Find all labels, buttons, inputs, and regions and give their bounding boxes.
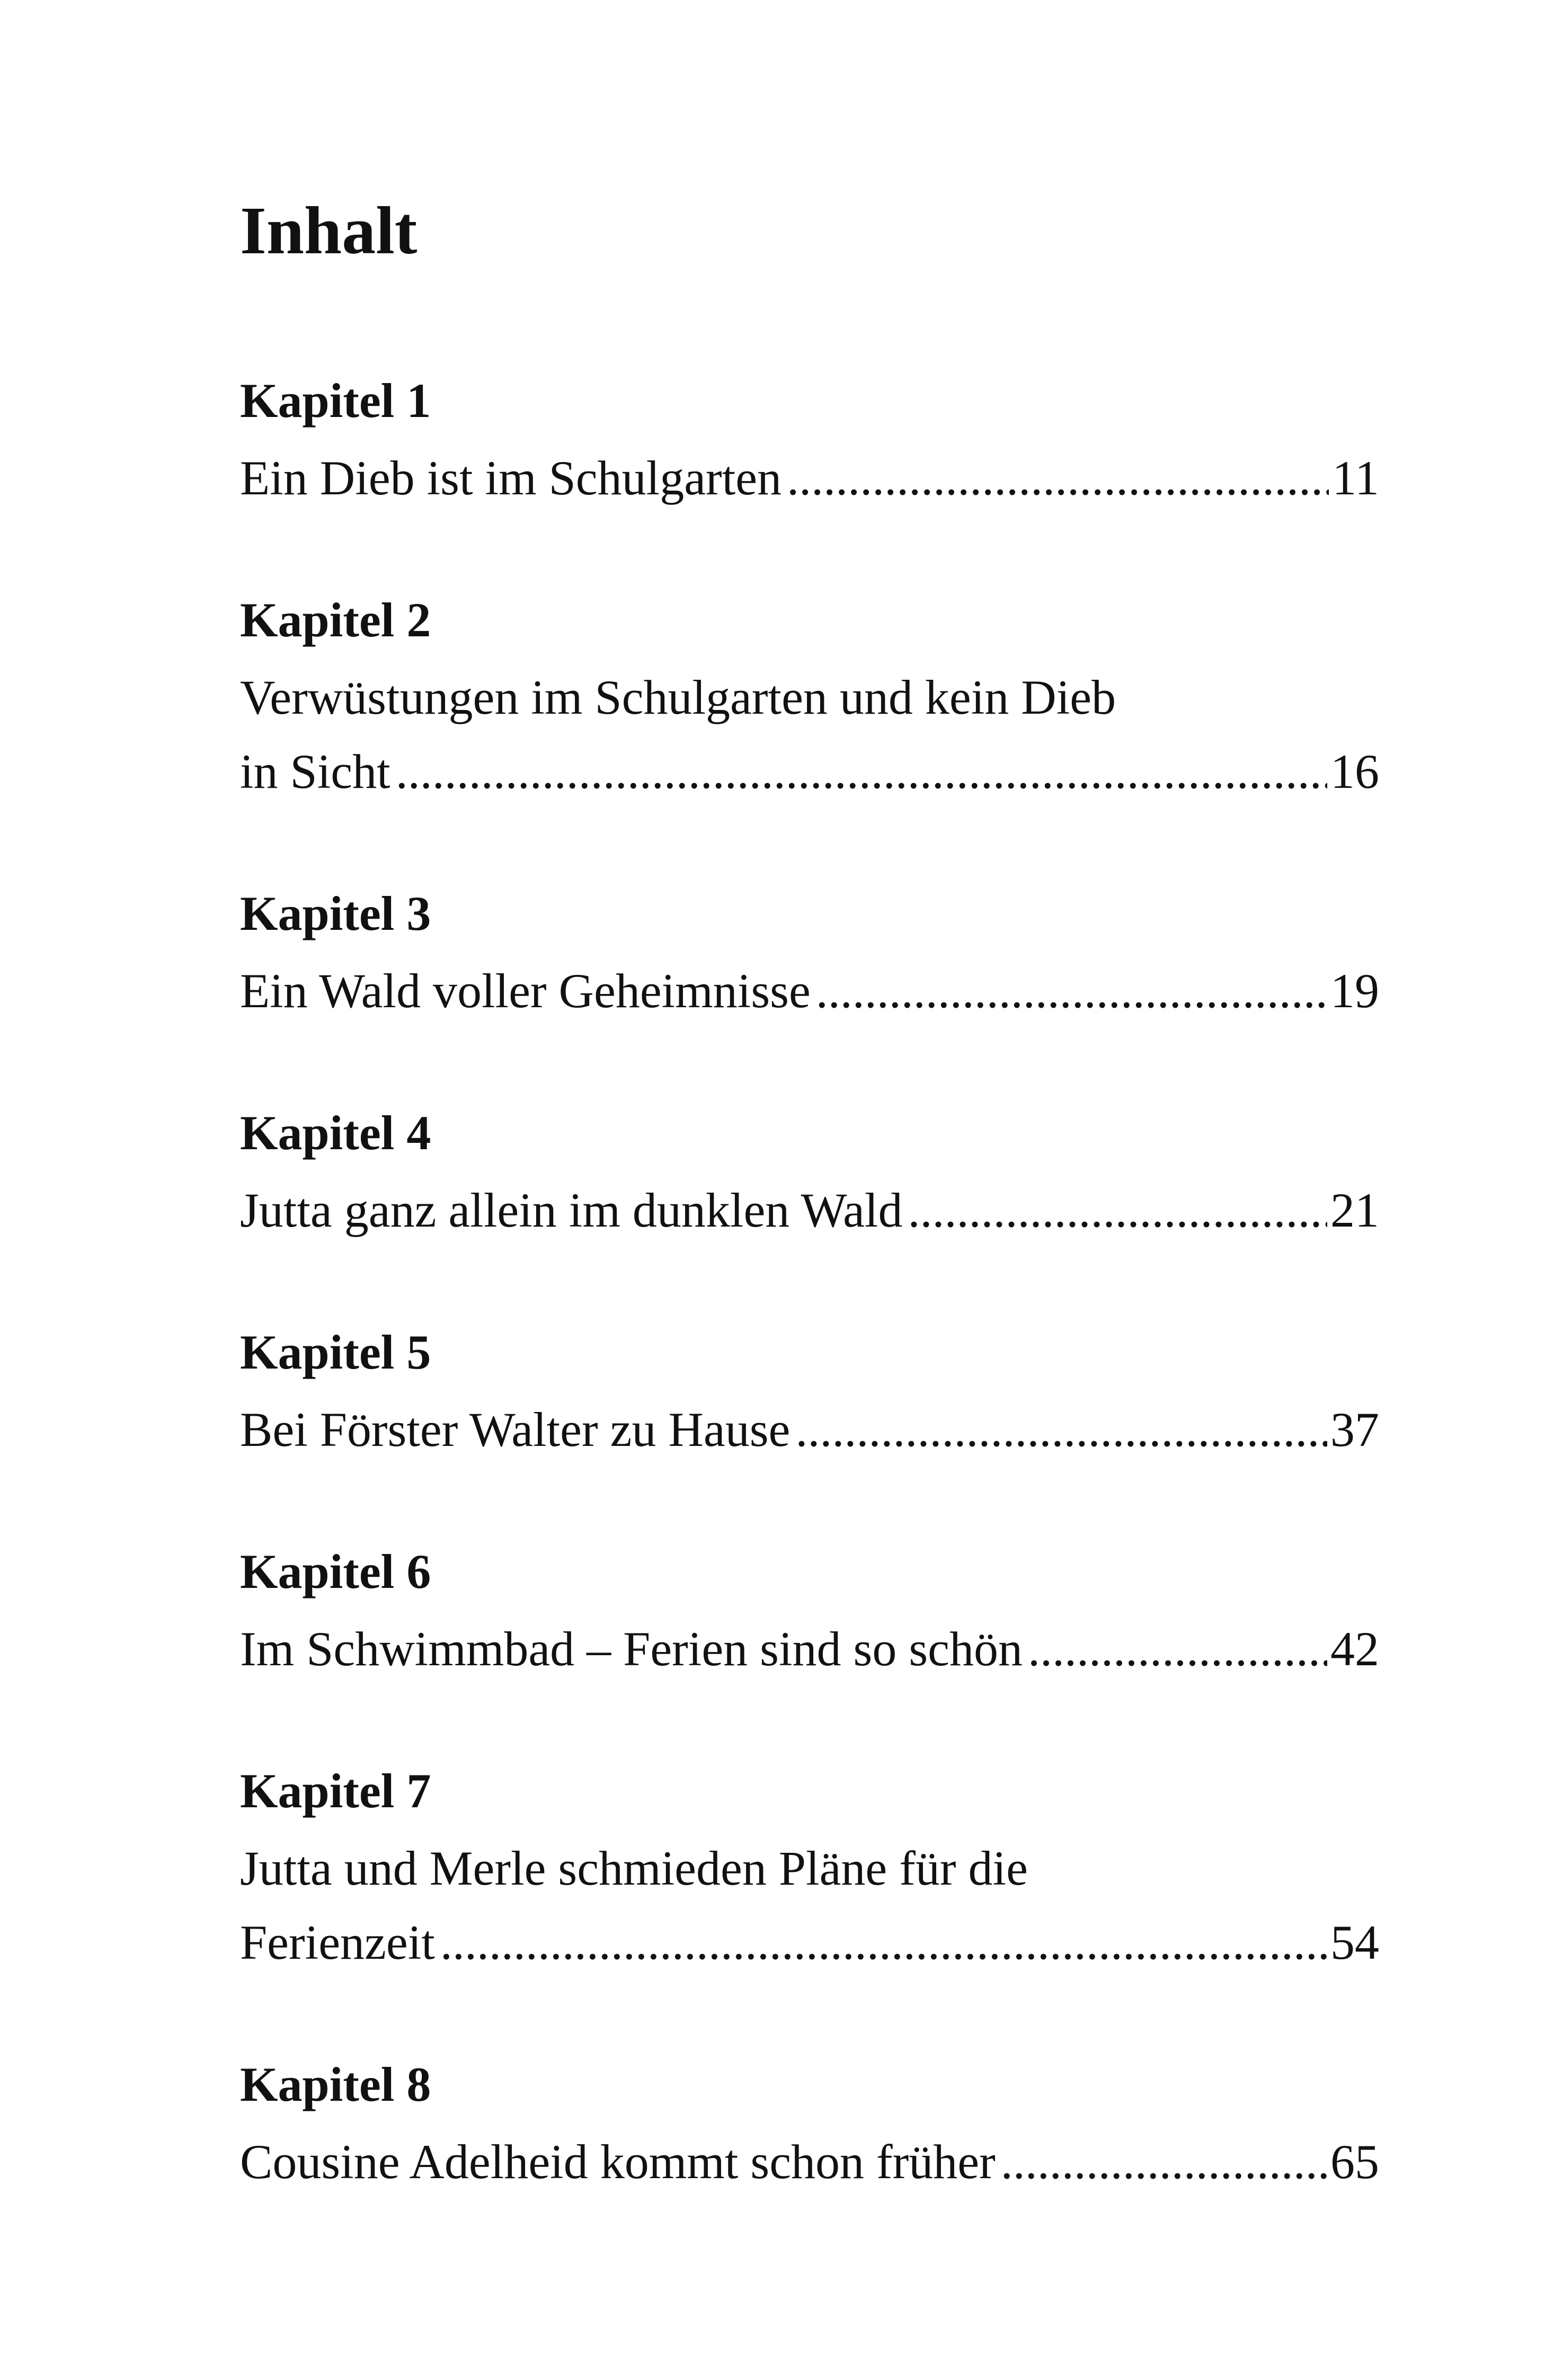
- toc-entry-1: [240, 366, 1379, 515]
- chapter-label: Kapitel 6: [240, 1544, 431, 1598]
- chapter-label: Kapitel 3: [240, 886, 431, 940]
- chapter-title-line: [240, 1905, 1379, 1979]
- dot-leader: [440, 1905, 1327, 1979]
- chapter-label: Kapitel 2: [240, 593, 431, 647]
- toc-entry-2: [240, 585, 1379, 809]
- chapter-title-line: [240, 1173, 1379, 1247]
- page-number: 21: [1330, 1183, 1379, 1237]
- toc-entry-3: [240, 878, 1379, 1028]
- chapter-label: Kapitel 1: [240, 374, 431, 428]
- dot-leader: [396, 734, 1327, 809]
- chapter-title-line-first: [240, 1831, 1379, 1905]
- page-number: 11: [1332, 451, 1379, 505]
- dot-leader: [908, 1173, 1328, 1247]
- chapter-title: Ein Wald voller Geheimnisse: [240, 964, 811, 1018]
- chapter-title-line: [240, 1612, 1379, 1686]
- chapter-title-line: [240, 734, 1379, 809]
- chapter-title: Ein Dieb ist im Schulgarten: [240, 451, 782, 505]
- chapter-title: Im Schwimmbad – Ferien sind so schön: [240, 1622, 1023, 1676]
- page-number: 65: [1330, 2135, 1379, 2189]
- dot-leader: [795, 1392, 1327, 1467]
- chapter-title-line: [240, 954, 1379, 1028]
- chapter-title-line: [240, 1392, 1379, 1467]
- chapter-title: Cousine Adelheid kommt schon früher: [240, 2135, 996, 2189]
- page-number: 16: [1330, 744, 1379, 798]
- chapter-label: Kapitel 5: [240, 1325, 431, 1379]
- dot-leader: [1001, 2125, 1327, 2199]
- chapter-title-line-first: [240, 660, 1379, 734]
- table-of-contents: [240, 191, 1379, 2269]
- toc-entry-4: [240, 1098, 1379, 1247]
- chapter-title-part: Jutta und Merle schmieden Pläne für die: [240, 1841, 1028, 1895]
- chapter-label: Kapitel 4: [240, 1106, 431, 1160]
- page-number: 42: [1330, 1622, 1379, 1676]
- chapter-title: Ferienzeit: [240, 1915, 435, 1969]
- toc-entry-7: [240, 1756, 1379, 1979]
- chapter-label: Kapitel 7: [240, 1764, 431, 1818]
- chapter-title-line: [240, 441, 1379, 515]
- toc-entry-5: [240, 1317, 1379, 1467]
- toc-entry-8: [240, 2049, 1379, 2199]
- page-number: 54: [1330, 1915, 1379, 1969]
- page-number: 37: [1330, 1402, 1379, 1457]
- dot-leader: [816, 954, 1327, 1028]
- toc-entry-6: [240, 1537, 1379, 1686]
- chapter-title: Jutta ganz allein im dunklen Wald: [240, 1183, 903, 1237]
- chapter-title-part: Verwüstungen im Schulgarten und kein Dieb: [240, 670, 1116, 724]
- dot-leader: [1028, 1612, 1327, 1686]
- chapter-label: Kapitel 8: [240, 2057, 431, 2111]
- chapter-title-line: [240, 2125, 1379, 2199]
- dot-leader: [787, 441, 1329, 515]
- chapter-title: Bei Förster Walter zu Hause: [240, 1402, 791, 1457]
- page-title: Inhalt: [240, 193, 418, 268]
- chapter-title: in Sicht: [240, 744, 390, 798]
- page-number: 19: [1330, 964, 1379, 1018]
